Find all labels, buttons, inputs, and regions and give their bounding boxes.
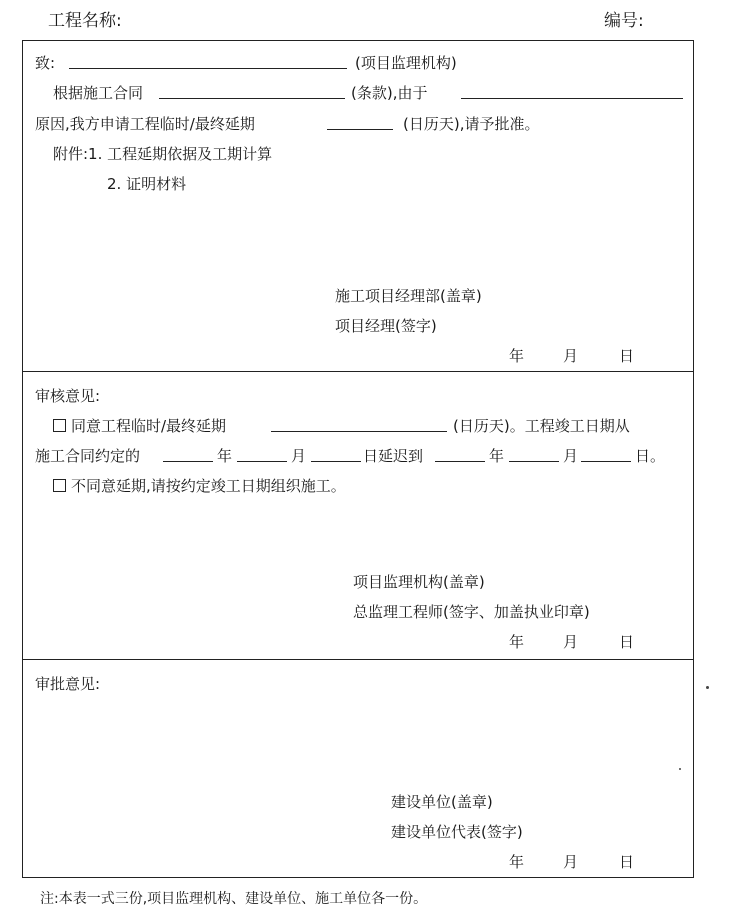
disagree-checkbox[interactable] <box>53 479 66 492</box>
orig-month-field[interactable] <box>237 445 287 462</box>
new-month-field[interactable] <box>509 445 559 462</box>
clause-suffix: (条款),由于 <box>351 84 428 102</box>
reason-prefix: 原因,我方申请工程临时/最终延期 <box>35 115 255 133</box>
scan-speck <box>679 768 681 770</box>
owner-seal: 建设单位(盖章) <box>391 793 493 811</box>
orig-month-label: 月 <box>291 447 307 465</box>
disagree-text: 不同意延期,请按约定竣工日期组织施工。 <box>71 477 346 495</box>
chief-engineer-signature: 总监理工程师(签字、加盖执业印章) <box>353 603 590 621</box>
app-date-month: 月 <box>563 347 579 365</box>
approval-date-month: 月 <box>563 853 579 871</box>
new-year-label: 年 <box>489 447 505 465</box>
disagree-option <box>53 475 346 496</box>
approval-title: 审批意见: <box>35 675 101 693</box>
review-date-day: 日 <box>619 633 635 651</box>
new-month-label: 月 <box>563 447 579 465</box>
app-date-year: 年 <box>509 347 525 365</box>
contract-field[interactable] <box>159 82 345 99</box>
app-date-day: 日 <box>619 347 635 365</box>
contract-date-label: 施工合同约定的 <box>35 447 141 465</box>
manager-signature: 项目经理(签字) <box>335 317 437 335</box>
agree-suffix: (日历天)。工程竣工日期从 <box>453 417 630 435</box>
agree-days-field[interactable] <box>271 415 447 432</box>
contractor-seal: 施工项目经理部(盖章) <box>335 287 482 305</box>
to-label: 致: <box>35 54 56 72</box>
agree-text: 同意工程临时/最终延期 <box>71 417 227 435</box>
orig-year-label: 年 <box>217 447 233 465</box>
orig-day-field[interactable] <box>311 445 361 462</box>
delay-to-label: 日延迟到 <box>363 447 424 465</box>
reason-suffix: (日历天),请予批准。 <box>403 115 540 133</box>
new-year-field[interactable] <box>435 445 485 462</box>
section-divider <box>23 659 693 660</box>
owner-rep-signature: 建设单位代表(签字) <box>391 823 523 841</box>
review-date-year: 年 <box>509 633 525 651</box>
orig-year-field[interactable] <box>163 445 213 462</box>
days-field[interactable] <box>327 113 393 130</box>
extension-application-form <box>22 40 694 878</box>
approval-date-day: 日 <box>619 853 635 871</box>
section-divider <box>23 371 693 372</box>
review-date-month: 月 <box>563 633 579 651</box>
reason-field[interactable] <box>461 82 683 99</box>
to-suffix: (项目监理机构) <box>355 54 457 72</box>
project-name-label: 工程名称: <box>48 11 122 31</box>
new-day-field[interactable] <box>581 445 631 462</box>
number-label: 编号: <box>604 11 644 31</box>
approval-date-year: 年 <box>509 853 525 871</box>
review-title: 审核意见: <box>35 387 101 405</box>
agree-checkbox[interactable] <box>53 419 66 432</box>
agree-option <box>53 415 226 436</box>
attachments-label: 附件:1. 工程延期依据及工期计算 <box>53 145 273 163</box>
to-field[interactable] <box>69 52 347 69</box>
new-day-label: 日。 <box>635 447 666 465</box>
scan-speck <box>706 686 709 689</box>
attachment-2: 2. 证明材料 <box>107 175 187 193</box>
contract-label: 根据施工合同 <box>53 84 144 102</box>
supervisor-seal: 项目监理机构(盖章) <box>353 573 485 591</box>
footer-note: 注:本表一式三份,项目监理机构、建设单位、施工单位各一份。 <box>40 891 428 907</box>
